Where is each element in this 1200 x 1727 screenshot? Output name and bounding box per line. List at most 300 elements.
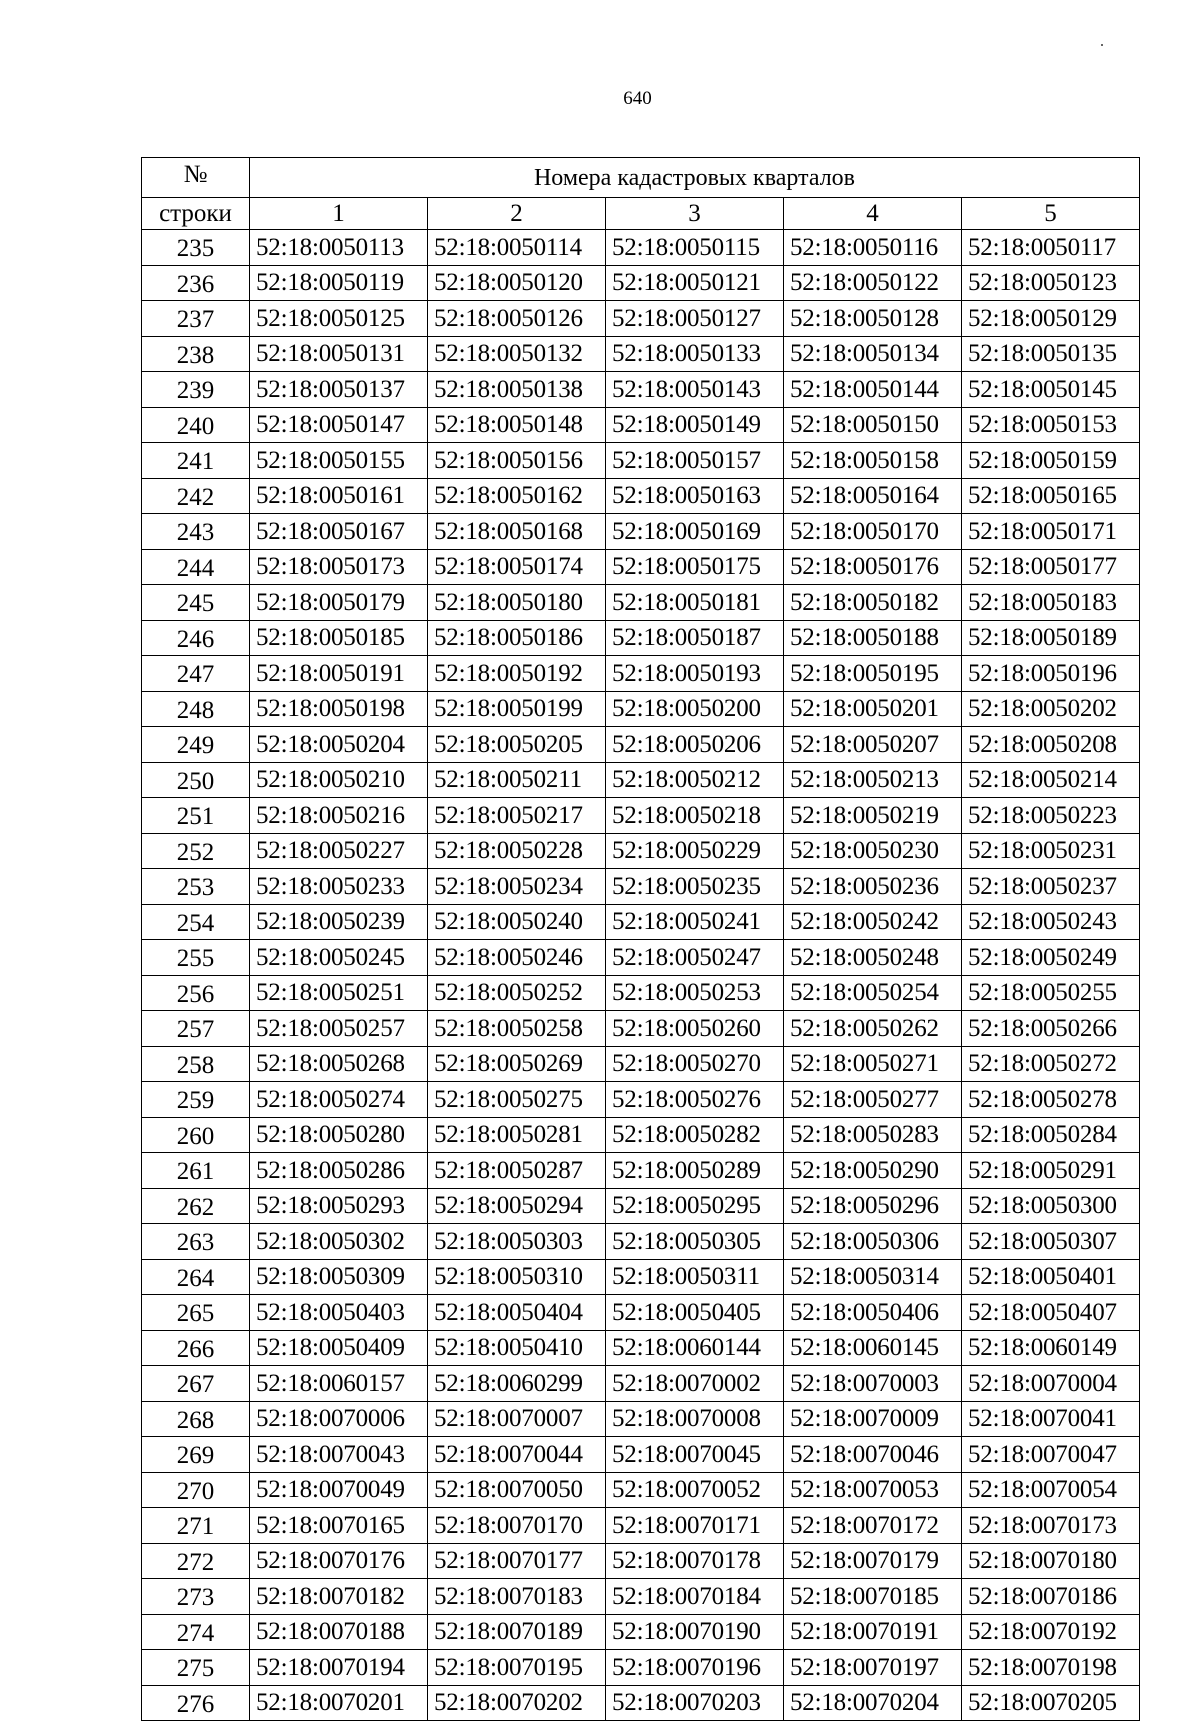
- cadastral-number-cell: 52:18:0070176: [250, 1543, 428, 1579]
- cadastral-number-cell: 52:18:0050302: [250, 1224, 428, 1260]
- cadastral-number-cell: 52:18:0050271: [784, 1046, 962, 1082]
- cadastral-number-cell: 52:18:0070165: [250, 1508, 428, 1544]
- table-row: [142, 1153, 1140, 1189]
- cadastral-number-cell: 52:18:0050268: [250, 1046, 428, 1082]
- column-header-5: 5: [962, 198, 1140, 230]
- row-number-cell: 241: [142, 443, 250, 479]
- cadastral-number-cell: 52:18:0050147: [250, 407, 428, 443]
- row-number-cell: 242: [142, 478, 250, 514]
- table-row: [142, 833, 1140, 869]
- table-row: [142, 1472, 1140, 1508]
- table-row: [142, 407, 1140, 443]
- cadastral-number-cell: 52:18:0050243: [962, 904, 1140, 940]
- cadastral-number-cell: 52:18:0070198: [962, 1650, 1140, 1686]
- cadastral-number-cell: 52:18:0050206: [606, 727, 784, 763]
- cadastral-number-cell: 52:18:0050188: [784, 620, 962, 656]
- row-number-cell: 275: [142, 1650, 250, 1686]
- table-row: [142, 798, 1140, 834]
- cadastral-number-cell: 52:18:0050200: [606, 691, 784, 727]
- row-number-cell: 272: [142, 1543, 250, 1579]
- column-header-3: 3: [606, 198, 784, 230]
- cadastral-number-cell: 52:18:0050187: [606, 620, 784, 656]
- row-number-cell: 255: [142, 940, 250, 976]
- cadastral-number-cell: 52:18:0050149: [606, 407, 784, 443]
- cadastral-number-cell: 52:18:0050305: [606, 1224, 784, 1260]
- cadastral-number-cell: 52:18:0070003: [784, 1366, 962, 1402]
- cadastral-number-cell: 52:18:0070045: [606, 1437, 784, 1473]
- column-header-2: 2: [428, 198, 606, 230]
- cadastral-number-cell: 52:18:0050125: [250, 301, 428, 337]
- cadastral-number-cell: 52:18:0050240: [428, 904, 606, 940]
- cadastral-number-cell: 52:18:0050133: [606, 336, 784, 372]
- row-number-cell: 262: [142, 1188, 250, 1224]
- cadastral-number-cell: 52:18:0050115: [606, 230, 784, 266]
- table-row: [142, 1259, 1140, 1295]
- cadastral-number-cell: 52:18:0070190: [606, 1614, 784, 1650]
- cadastral-number-cell: 52:18:0050145: [962, 372, 1140, 408]
- cadastral-number-cell: 52:18:0050283: [784, 1117, 962, 1153]
- cadastral-number-cell: 52:18:0050260: [606, 1011, 784, 1047]
- cadastral-number-cell: 52:18:0050407: [962, 1295, 1140, 1331]
- row-number-cell: 273: [142, 1579, 250, 1615]
- table-row: [142, 230, 1140, 266]
- cadastral-number-cell: 52:18:0050126: [428, 301, 606, 337]
- table-row: [142, 1188, 1140, 1224]
- cadastral-number-cell: 52:18:0050307: [962, 1224, 1140, 1260]
- cadastral-number-cell: 52:18:0050406: [784, 1295, 962, 1331]
- table-row: [142, 904, 1140, 940]
- cadastral-number-cell: 52:18:0050134: [784, 336, 962, 372]
- cadastral-number-cell: 52:18:0050278: [962, 1082, 1140, 1118]
- cadastral-number-cell: 52:18:0050282: [606, 1117, 784, 1153]
- row-number-cell: 268: [142, 1401, 250, 1437]
- cadastral-number-cell: 52:18:0050157: [606, 443, 784, 479]
- cadastral-number-cell: 52:18:0050127: [606, 301, 784, 337]
- row-number-cell: 245: [142, 585, 250, 621]
- cadastral-number-cell: 52:18:0050212: [606, 762, 784, 798]
- cadastral-number-cell: 52:18:0050198: [250, 691, 428, 727]
- cadastral-number-cell: 52:18:0050121: [606, 265, 784, 301]
- row-number-cell: 237: [142, 301, 250, 337]
- cadastral-number-cell: 52:18:0050284: [962, 1117, 1140, 1153]
- cadastral-number-cell: 52:18:0050143: [606, 372, 784, 408]
- table-row: [142, 869, 1140, 905]
- cadastral-number-cell: 52:18:0070004: [962, 1366, 1140, 1402]
- cadastral-number-cell: 52:18:0050117: [962, 230, 1140, 266]
- cadastral-number-cell: 52:18:0050174: [428, 549, 606, 585]
- row-number-cell: 259: [142, 1082, 250, 1118]
- row-number-cell: 266: [142, 1330, 250, 1366]
- cadastral-number-cell: 52:18:0070185: [784, 1579, 962, 1615]
- cadastral-number-cell: 52:18:0070046: [784, 1437, 962, 1473]
- cadastral-number-cell: 52:18:0050245: [250, 940, 428, 976]
- row-number-cell: 261: [142, 1153, 250, 1189]
- cadastral-number-cell: 52:18:0070009: [784, 1401, 962, 1437]
- cadastral-number-cell: 52:18:0050289: [606, 1153, 784, 1189]
- cadastral-number-cell: 52:18:0050252: [428, 975, 606, 1011]
- table-row: [142, 443, 1140, 479]
- cadastral-number-cell: 52:18:0050192: [428, 656, 606, 692]
- cadastral-number-cell: 52:18:0050218: [606, 798, 784, 834]
- cadastral-number-cell: 52:18:0050257: [250, 1011, 428, 1047]
- cadastral-number-cell: 52:18:0070179: [784, 1543, 962, 1579]
- cadastral-number-cell: 52:18:0050150: [784, 407, 962, 443]
- row-number-cell: 265: [142, 1295, 250, 1331]
- cadastral-number-cell: 52:18:0050186: [428, 620, 606, 656]
- cadastral-number-cell: 52:18:0070049: [250, 1472, 428, 1508]
- row-number-cell: 239: [142, 372, 250, 408]
- row-number-cell: 257: [142, 1011, 250, 1047]
- cadastral-number-cell: 52:18:0050274: [250, 1082, 428, 1118]
- cadastral-number-cell: 52:18:0050404: [428, 1295, 606, 1331]
- cadastral-number-cell: 52:18:0050241: [606, 904, 784, 940]
- row-number-cell: 267: [142, 1366, 250, 1402]
- cadastral-number-cell: 52:18:0050229: [606, 833, 784, 869]
- cadastral-number-cell: 52:18:0050116: [784, 230, 962, 266]
- cadastral-number-cell: 52:18:0050208: [962, 727, 1140, 763]
- cadastral-number-cell: 52:18:0070195: [428, 1650, 606, 1686]
- cadastral-number-cell: 52:18:0070189: [428, 1614, 606, 1650]
- table-row: [142, 1614, 1140, 1650]
- cadastral-quarters-table: [141, 157, 1140, 1721]
- cadastral-number-cell: 52:18:0050253: [606, 975, 784, 1011]
- cadastral-numbers-group-header: Номера кадастровых кварталов: [250, 158, 1140, 198]
- cadastral-number-cell: 52:18:0050266: [962, 1011, 1140, 1047]
- table-row: [142, 1437, 1140, 1473]
- cadastral-number-cell: 52:18:0050306: [784, 1224, 962, 1260]
- table-row: [142, 478, 1140, 514]
- cadastral-number-cell: 52:18:0050295: [606, 1188, 784, 1224]
- cadastral-number-cell: 52:18:0050163: [606, 478, 784, 514]
- page-number: 640: [623, 88, 652, 109]
- cadastral-number-cell: 52:18:0050290: [784, 1153, 962, 1189]
- row-number-cell: 274: [142, 1614, 250, 1650]
- cadastral-number-cell: 52:18:0070204: [784, 1685, 962, 1721]
- cadastral-number-cell: 52:18:0050276: [606, 1082, 784, 1118]
- cadastral-number-cell: 52:18:0050205: [428, 727, 606, 763]
- cadastral-number-cell: 52:18:0050138: [428, 372, 606, 408]
- cadastral-number-cell: 52:18:0050409: [250, 1330, 428, 1366]
- table-row: [142, 514, 1140, 550]
- cadastral-number-cell: 52:18:0050153: [962, 407, 1140, 443]
- cadastral-number-cell: 52:18:0050231: [962, 833, 1140, 869]
- cadastral-number-cell: 52:18:0050191: [250, 656, 428, 692]
- row-number-cell: 270: [142, 1472, 250, 1508]
- row-number-cell: 276: [142, 1685, 250, 1721]
- table-row: [142, 585, 1140, 621]
- table-row: [142, 336, 1140, 372]
- cadastral-number-cell: 52:18:0070173: [962, 1508, 1140, 1544]
- cadastral-number-cell: 52:18:0050122: [784, 265, 962, 301]
- cadastral-number-cell: 52:18:0050193: [606, 656, 784, 692]
- cadastral-number-cell: 52:18:0050223: [962, 798, 1140, 834]
- cadastral-number-cell: 52:18:0050233: [250, 869, 428, 905]
- cadastral-number-cell: 52:18:0070044: [428, 1437, 606, 1473]
- cadastral-number-cell: 52:18:0050189: [962, 620, 1140, 656]
- cadastral-number-cell: 52:18:0070194: [250, 1650, 428, 1686]
- cadastral-number-cell: 52:18:0070186: [962, 1579, 1140, 1615]
- table-row: [142, 1366, 1140, 1402]
- table-row: [142, 1543, 1140, 1579]
- cadastral-number-cell: 52:18:0050293: [250, 1188, 428, 1224]
- cadastral-number-cell: 52:18:0070183: [428, 1579, 606, 1615]
- cadastral-number-cell: 52:18:0060299: [428, 1366, 606, 1402]
- row-number-cell: 247: [142, 656, 250, 692]
- cadastral-number-cell: 52:18:0050294: [428, 1188, 606, 1224]
- table-row: [142, 1046, 1140, 1082]
- cadastral-number-cell: 52:18:0050181: [606, 585, 784, 621]
- cadastral-number-cell: 52:18:0050249: [962, 940, 1140, 976]
- cadastral-number-cell: 52:18:0070205: [962, 1685, 1140, 1721]
- cadastral-number-cell: 52:18:0050199: [428, 691, 606, 727]
- column-header-1: 1: [250, 198, 428, 230]
- cadastral-number-cell: 52:18:0070007: [428, 1401, 606, 1437]
- cadastral-number-cell: 52:18:0050196: [962, 656, 1140, 692]
- cadastral-number-cell: 52:18:0070041: [962, 1401, 1140, 1437]
- cadastral-number-cell: 52:18:0060145: [784, 1330, 962, 1366]
- cadastral-number-cell: 52:18:0050129: [962, 301, 1140, 337]
- table-row: [142, 1011, 1140, 1047]
- cadastral-number-cell: 52:18:0050277: [784, 1082, 962, 1118]
- table-row: [142, 940, 1140, 976]
- cadastral-number-cell: 52:18:0050310: [428, 1259, 606, 1295]
- cadastral-number-cell: 52:18:0050135: [962, 336, 1140, 372]
- cadastral-number-cell: 52:18:0050207: [784, 727, 962, 763]
- row-number-cell: 250: [142, 762, 250, 798]
- cadastral-number-cell: 52:18:0050119: [250, 265, 428, 301]
- cadastral-number-cell: 52:18:0050177: [962, 549, 1140, 585]
- cadastral-number-cell: 52:18:0050217: [428, 798, 606, 834]
- cadastral-number-cell: 52:18:0070006: [250, 1401, 428, 1437]
- table-row: [142, 265, 1140, 301]
- cadastral-number-cell: 52:18:0070178: [606, 1543, 784, 1579]
- cadastral-number-cell: 52:18:0050405: [606, 1295, 784, 1331]
- cadastral-number-cell: 52:18:0050270: [606, 1046, 784, 1082]
- table-row: [142, 301, 1140, 337]
- cadastral-number-cell: 52:18:0050242: [784, 904, 962, 940]
- cadastral-number-cell: 52:18:0050176: [784, 549, 962, 585]
- cadastral-number-cell: 52:18:0050258: [428, 1011, 606, 1047]
- table-row: [142, 1117, 1140, 1153]
- row-number-cell: 258: [142, 1046, 250, 1082]
- cadastral-number-cell: 52:18:0050303: [428, 1224, 606, 1260]
- row-number-cell: 246: [142, 620, 250, 656]
- cadastral-number-cell: 52:18:0050280: [250, 1117, 428, 1153]
- cadastral-number-cell: 52:18:0050272: [962, 1046, 1140, 1082]
- cadastral-number-cell: 52:18:0050216: [250, 798, 428, 834]
- cadastral-number-cell: 52:18:0070050: [428, 1472, 606, 1508]
- cadastral-number-cell: 52:18:0060149: [962, 1330, 1140, 1366]
- cadastral-number-cell: 52:18:0070182: [250, 1579, 428, 1615]
- cadastral-number-cell: 52:18:0050230: [784, 833, 962, 869]
- cadastral-number-cell: 52:18:0050246: [428, 940, 606, 976]
- scan-artifact: [1101, 44, 1103, 46]
- cadastral-number-cell: 52:18:0050269: [428, 1046, 606, 1082]
- cadastral-number-cell: 52:18:0050262: [784, 1011, 962, 1047]
- cadastral-number-cell: 52:18:0070202: [428, 1685, 606, 1721]
- header-row-top: [142, 158, 1140, 198]
- row-number-header-bottom: строки: [142, 198, 250, 230]
- cadastral-number-cell: 52:18:0050173: [250, 549, 428, 585]
- cadastral-number-cell: 52:18:0070008: [606, 1401, 784, 1437]
- cadastral-number-cell: 52:18:0050281: [428, 1117, 606, 1153]
- cadastral-number-cell: 52:18:0050123: [962, 265, 1140, 301]
- cadastral-number-cell: 52:18:0050137: [250, 372, 428, 408]
- cadastral-number-cell: 52:18:0050144: [784, 372, 962, 408]
- cadastral-number-cell: 52:18:0050210: [250, 762, 428, 798]
- cadastral-number-cell: 52:18:0050161: [250, 478, 428, 514]
- cadastral-number-cell: 52:18:0050183: [962, 585, 1140, 621]
- table-row: [142, 549, 1140, 585]
- table-row: [142, 1082, 1140, 1118]
- row-number-cell: 248: [142, 691, 250, 727]
- table-row: [142, 1224, 1140, 1260]
- row-number-cell: 251: [142, 798, 250, 834]
- cadastral-number-cell: 52:18:0070053: [784, 1472, 962, 1508]
- cadastral-number-cell: 52:18:0050171: [962, 514, 1140, 550]
- cadastral-number-cell: 52:18:0070192: [962, 1614, 1140, 1650]
- cadastral-number-cell: 52:18:0050164: [784, 478, 962, 514]
- cadastral-number-cell: 52:18:0070203: [606, 1685, 784, 1721]
- row-number-cell: 254: [142, 904, 250, 940]
- cadastral-number-cell: 52:18:0050132: [428, 336, 606, 372]
- cadastral-number-cell: 52:18:0050286: [250, 1153, 428, 1189]
- cadastral-number-cell: 52:18:0050248: [784, 940, 962, 976]
- table-row: [142, 762, 1140, 798]
- cadastral-number-cell: 52:18:0050162: [428, 478, 606, 514]
- row-number-cell: 264: [142, 1259, 250, 1295]
- row-number-cell: 243: [142, 514, 250, 550]
- cadastral-number-cell: 52:18:0070172: [784, 1508, 962, 1544]
- cadastral-number-cell: 52:18:0050237: [962, 869, 1140, 905]
- cadastral-number-cell: 52:18:0050113: [250, 230, 428, 266]
- row-number-cell: 238: [142, 336, 250, 372]
- cadastral-number-cell: 52:18:0070177: [428, 1543, 606, 1579]
- cadastral-number-cell: 52:18:0050255: [962, 975, 1140, 1011]
- table-row: [142, 975, 1140, 1011]
- cadastral-number-cell: 52:18:0050179: [250, 585, 428, 621]
- table-row: [142, 620, 1140, 656]
- row-number-cell: 236: [142, 265, 250, 301]
- cadastral-number-cell: 52:18:0050235: [606, 869, 784, 905]
- row-number-cell: 244: [142, 549, 250, 585]
- cadastral-number-cell: 52:18:0050214: [962, 762, 1140, 798]
- row-number-cell: 269: [142, 1437, 250, 1473]
- table-row: [142, 1401, 1140, 1437]
- cadastral-number-cell: 52:18:0050300: [962, 1188, 1140, 1224]
- table-body: [142, 230, 1140, 1721]
- column-header-4: 4: [784, 198, 962, 230]
- cadastral-number-cell: 52:18:0050185: [250, 620, 428, 656]
- cadastral-number-cell: 52:18:0050251: [250, 975, 428, 1011]
- cadastral-number-cell: 52:18:0050227: [250, 833, 428, 869]
- cadastral-number-cell: 52:18:0050170: [784, 514, 962, 550]
- cadastral-number-cell: 52:18:0050309: [250, 1259, 428, 1295]
- row-number-cell: 260: [142, 1117, 250, 1153]
- cadastral-number-cell: 52:18:0050219: [784, 798, 962, 834]
- table-row: [142, 1650, 1140, 1686]
- cadastral-number-cell: 52:18:0060157: [250, 1366, 428, 1402]
- cadastral-number-cell: 52:18:0050234: [428, 869, 606, 905]
- cadastral-number-cell: 52:18:0050291: [962, 1153, 1140, 1189]
- cadastral-number-cell: 52:18:0070197: [784, 1650, 962, 1686]
- cadastral-number-cell: 52:18:0050155: [250, 443, 428, 479]
- cadastral-number-cell: 52:18:0070002: [606, 1366, 784, 1402]
- cadastral-number-cell: 52:18:0050211: [428, 762, 606, 798]
- cadastral-number-cell: 52:18:0070188: [250, 1614, 428, 1650]
- cadastral-number-cell: 52:18:0050180: [428, 585, 606, 621]
- cadastral-number-cell: 52:18:0050114: [428, 230, 606, 266]
- cadastral-number-cell: 52:18:0070170: [428, 1508, 606, 1544]
- cadastral-number-cell: 52:18:0050228: [428, 833, 606, 869]
- cadastral-number-cell: 52:18:0050182: [784, 585, 962, 621]
- cadastral-number-cell: 52:18:0070171: [606, 1508, 784, 1544]
- cadastral-number-cell: 52:18:0070196: [606, 1650, 784, 1686]
- cadastral-number-cell: 52:18:0070184: [606, 1579, 784, 1615]
- table-row: [142, 1330, 1140, 1366]
- table-row: [142, 1508, 1140, 1544]
- cadastral-number-cell: 52:18:0050410: [428, 1330, 606, 1366]
- table-row: [142, 691, 1140, 727]
- cadastral-number-cell: 52:18:0050213: [784, 762, 962, 798]
- cadastral-number-cell: 52:18:0050403: [250, 1295, 428, 1331]
- cadastral-number-cell: 52:18:0050401: [962, 1259, 1140, 1295]
- cadastral-number-cell: 52:18:0050159: [962, 443, 1140, 479]
- cadastral-number-cell: 52:18:0050165: [962, 478, 1140, 514]
- cadastral-number-cell: 52:18:0050156: [428, 443, 606, 479]
- cadastral-number-cell: 52:18:0050131: [250, 336, 428, 372]
- table-row: [142, 372, 1140, 408]
- cadastral-number-cell: 52:18:0070052: [606, 1472, 784, 1508]
- cadastral-number-cell: 52:18:0050204: [250, 727, 428, 763]
- cadastral-number-cell: 52:18:0050254: [784, 975, 962, 1011]
- cadastral-number-cell: 52:18:0050247: [606, 940, 784, 976]
- row-number-cell: 256: [142, 975, 250, 1011]
- cadastral-number-cell: 52:18:0060144: [606, 1330, 784, 1366]
- row-number-cell: 263: [142, 1224, 250, 1260]
- table-row: [142, 1579, 1140, 1615]
- cadastral-number-cell: 52:18:0050128: [784, 301, 962, 337]
- cadastral-number-cell: 52:18:0050287: [428, 1153, 606, 1189]
- cadastral-number-cell: 52:18:0050169: [606, 514, 784, 550]
- cadastral-number-cell: 52:18:0050158: [784, 443, 962, 479]
- cadastral-number-cell: 52:18:0050148: [428, 407, 606, 443]
- row-number-cell: 240: [142, 407, 250, 443]
- table-row: [142, 1685, 1140, 1721]
- row-number-symbol: №: [183, 161, 208, 188]
- table-row: [142, 656, 1140, 692]
- row-number-cell: 249: [142, 727, 250, 763]
- row-number-cell: 253: [142, 869, 250, 905]
- cadastral-number-cell: 52:18:0070180: [962, 1543, 1140, 1579]
- cadastral-number-cell: 52:18:0050175: [606, 549, 784, 585]
- cadastral-number-cell: 52:18:0050167: [250, 514, 428, 550]
- cadastral-number-cell: 52:18:0050236: [784, 869, 962, 905]
- cadastral-number-cell: 52:18:0050296: [784, 1188, 962, 1224]
- cadastral-number-cell: 52:18:0070047: [962, 1437, 1140, 1473]
- cadastral-number-cell: 52:18:0050168: [428, 514, 606, 550]
- header-row-columns: [142, 198, 1140, 230]
- row-number-header-top: [142, 158, 250, 198]
- cadastral-number-cell: 52:18:0070191: [784, 1614, 962, 1650]
- cadastral-number-cell: 52:18:0050202: [962, 691, 1140, 727]
- cadastral-number-cell: 52:18:0070043: [250, 1437, 428, 1473]
- table-row: [142, 727, 1140, 763]
- table-row: [142, 1295, 1140, 1331]
- cadastral-number-cell: 52:18:0050195: [784, 656, 962, 692]
- row-number-cell: 235: [142, 230, 250, 266]
- cadastral-number-cell: 52:18:0050120: [428, 265, 606, 301]
